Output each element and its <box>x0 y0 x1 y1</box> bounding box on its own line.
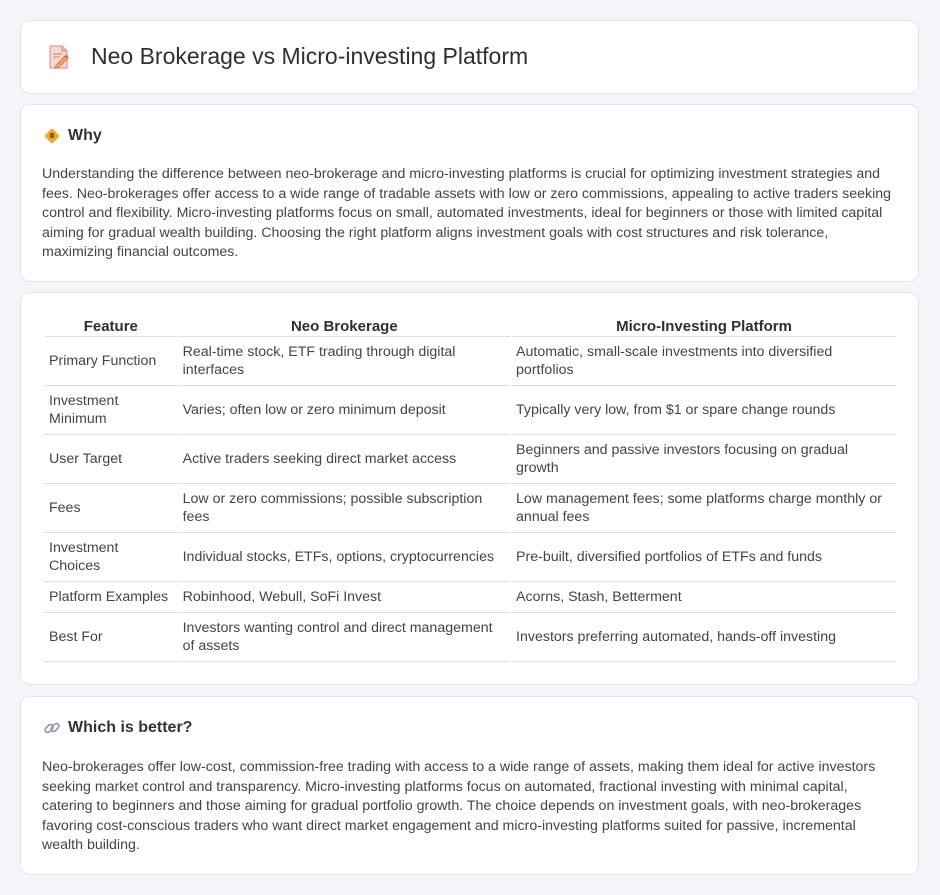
why-section <box>20 104 919 282</box>
micro-cell: Automatic, small-scale investments into diversified portfolios <box>512 337 896 386</box>
table-row <box>45 386 896 435</box>
better-heading-row <box>43 719 192 737</box>
table-row <box>45 613 896 662</box>
comparison-section <box>20 292 919 685</box>
why-text: Understanding the difference between neo-brokerage and micro-investing platforms is crucial for optimizing investment strategies and fees. Neo-brokerages offer access to a wide range of tradable assets with low or zero commissions, appealing to active traders seeking control and flexibility. Micro-investing platforms focus on small, automated investments, ideal for beginners or those with limited capital aiming for gradual wealth building. Choosing the right platform aligns investment goals with cost structures and risk tolerance, maximizing financial outcomes. <box>42 166 892 261</box>
neo-cell: Real-time stock, ETF trading through digital interfaces <box>179 337 510 386</box>
neo-cell: Investors wanting control and direct management of assets <box>179 613 510 662</box>
feature-cell: Investment Choices <box>45 533 177 582</box>
table-row <box>45 435 896 484</box>
header-micro-investing: Micro-Investing Platform <box>512 315 896 337</box>
table-row <box>45 533 896 582</box>
micro-cell: Typically very low, from $1 or spare change rounds <box>512 386 896 435</box>
neo-cell: Varies; often low or zero minimum deposit <box>179 386 510 435</box>
page-title: Neo Brokerage vs Micro-investing Platform <box>91 43 529 69</box>
feature-cell: Best For <box>45 613 177 662</box>
neo-cell: Low or zero commissions; possible subscription fees <box>179 484 510 533</box>
feature-cell: Investment Minimum <box>45 386 177 435</box>
table-header-row <box>45 315 896 337</box>
micro-cell: Beginners and passive investors focusing on gradual growth <box>512 435 896 484</box>
better-text: Neo-brokerages offer low-cost, commission-free trading with access to a wide range of assets, making them ideal for active investors seeking market control and transparency. Micro-investing platforms focus on automated, fractional investing with minimal capital, catering to beginners and those aiming for gradual portfolio growth. The choice depends on investment goals, with neo-brokerages favoring cost-conscious traders who want direct market engagement and micro-investing platforms suited for passive, incremental wealth building. <box>42 759 876 854</box>
feature-cell: Fees <box>45 484 177 533</box>
diamond-warning-icon <box>43 127 61 145</box>
title-card <box>20 20 919 94</box>
document-pencil-icon <box>47 44 71 70</box>
micro-cell: Pre-built, diversified portfolios of ETFs and funds <box>512 533 896 582</box>
title-row <box>47 43 528 70</box>
neo-cell: Active traders seeking direct market access <box>179 435 510 484</box>
header-neo-brokerage: Neo Brokerage <box>179 315 510 337</box>
why-heading: Why <box>68 127 102 144</box>
neo-cell: Robinhood, Webull, SoFi Invest <box>179 582 510 613</box>
feature-cell: User Target <box>45 435 177 484</box>
which-is-better-section <box>20 696 919 875</box>
neo-cell: Individual stocks, ETFs, options, cryptocurrencies <box>179 533 510 582</box>
feature-cell: Primary Function <box>45 337 177 386</box>
table-row <box>45 582 896 613</box>
table-row <box>45 484 896 533</box>
header-feature: Feature <box>45 315 177 337</box>
comparison-table <box>43 315 898 662</box>
micro-cell: Investors preferring automated, hands-off investing <box>512 613 896 662</box>
why-heading-row <box>43 127 102 145</box>
better-heading: Which is better? <box>68 719 193 736</box>
micro-cell: Acorns, Stash, Betterment <box>512 582 896 613</box>
table-row <box>45 337 896 386</box>
micro-cell: Low management fees; some platforms charge monthly or annual fees <box>512 484 896 533</box>
feature-cell: Platform Examples <box>45 582 177 613</box>
link-icon <box>43 719 61 737</box>
